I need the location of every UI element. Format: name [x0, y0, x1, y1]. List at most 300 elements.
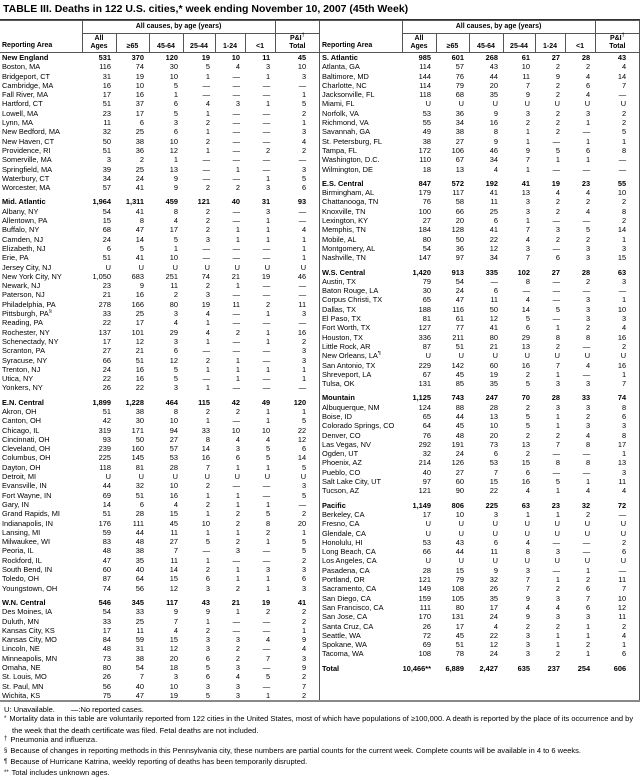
value-cell: 21: [231, 271, 240, 281]
value-cell: 2: [585, 509, 591, 519]
value-cell: 53: [422, 108, 431, 118]
value-cell: —: [232, 616, 240, 626]
value-cell: 5: [525, 379, 530, 389]
value-cell: 7: [173, 616, 178, 626]
value-cell: 6: [173, 99, 178, 109]
reporting-area-cell: Allentown, PA: [2, 216, 48, 226]
value-cell: 5: [173, 80, 178, 90]
value-cell: 247: [485, 393, 498, 403]
reporting-area-cell: Akron, OH: [2, 406, 37, 416]
value-cell: 13: [521, 188, 530, 198]
value-cell: 1: [205, 490, 210, 500]
reporting-area-cell: Ogden, UT: [322, 449, 359, 459]
value-cell: 7: [525, 225, 530, 235]
value-cell: 69: [422, 640, 431, 650]
value-cell: 2,427: [479, 663, 498, 673]
value-cell: 22: [102, 318, 111, 328]
table-row: [0, 192, 319, 206]
reporting-area-cell: Glendale, CA: [322, 528, 366, 538]
footnotes: [0, 702, 640, 779]
value-cell: 11: [232, 299, 240, 309]
value-cell: 4: [173, 499, 178, 509]
value-cell: —: [202, 546, 210, 556]
value-cell: 75: [102, 690, 111, 700]
value-cell: 1: [265, 309, 271, 319]
value-cell: 56: [102, 681, 111, 691]
value-cell: 48: [102, 644, 111, 654]
value-cell: 2: [525, 430, 530, 440]
value-cell: 15: [169, 574, 178, 584]
reporting-area-cell: Detroit, MI: [2, 472, 37, 482]
value-cell: 10: [169, 71, 178, 81]
value-cell: —: [232, 625, 240, 635]
value-cell: 131: [451, 612, 464, 622]
value-cell: 9: [525, 612, 530, 622]
value-cell: 170: [418, 612, 431, 622]
value-cell: 2: [205, 406, 210, 416]
value-cell: 90: [455, 486, 464, 496]
value-cell: 36: [455, 243, 464, 253]
value-cell: 1: [235, 234, 240, 244]
reporting-area-cell: Shreveport, LA: [322, 369, 372, 379]
value-cell: 1: [265, 71, 271, 81]
value-cell: 5: [265, 509, 271, 519]
value-cell: 2: [301, 555, 307, 565]
value-cell: U: [584, 351, 591, 361]
value-cell: 27: [102, 346, 111, 356]
table-row: [0, 509, 319, 518]
value-cell: 2: [205, 499, 210, 509]
value-cell: 1,899: [92, 397, 111, 407]
table-row: [0, 672, 319, 681]
value-cell: 15: [617, 253, 627, 263]
value-cell: 4: [205, 309, 210, 319]
value-cell: 1: [235, 281, 240, 291]
value-cell: 188: [418, 304, 431, 314]
value-cell: 1: [235, 355, 240, 365]
value-cell: 3: [235, 690, 240, 700]
value-cell: 97: [455, 253, 464, 263]
value-cell: 1: [235, 499, 240, 509]
table-row: [0, 383, 319, 392]
value-cell: 149: [418, 584, 431, 594]
value-cell: 1: [205, 145, 210, 155]
value-cell: U: [584, 528, 591, 538]
value-cell: 80: [422, 234, 431, 244]
value-cell: 33: [201, 425, 210, 435]
value-cell: —: [232, 481, 240, 491]
value-cell: 1: [555, 155, 560, 165]
value-cell: 24: [489, 612, 498, 622]
reporting-area-cell: San Diego, CA: [322, 593, 371, 603]
value-cell: —: [232, 173, 240, 183]
value-cell: 105: [451, 593, 464, 603]
value-cell: —: [552, 216, 560, 226]
value-cell: U: [620, 99, 627, 109]
value-cell: —: [262, 625, 271, 635]
value-cell: 1,149: [412, 500, 431, 510]
value-cell: 24: [455, 286, 464, 296]
value-cell: 48: [102, 546, 111, 556]
value-cell: 4: [235, 672, 240, 682]
value-cell: 9: [173, 183, 178, 193]
value-cell: 2: [525, 621, 530, 631]
value-cell: 1: [555, 411, 560, 421]
footnote-marker: §: [4, 747, 8, 754]
table-row: [0, 235, 319, 244]
value-cell: 3: [106, 155, 111, 165]
value-cell: 1: [265, 499, 271, 509]
value-cell: 21: [135, 346, 144, 356]
value-cell: 2: [621, 197, 627, 207]
value-cell: 53: [422, 537, 431, 547]
value-cell: 6: [585, 145, 591, 155]
table-row: [320, 370, 639, 379]
value-cell: 160: [131, 444, 144, 454]
table-row: [0, 109, 319, 118]
value-cell: 159: [418, 593, 431, 603]
value-cell: 13: [455, 164, 464, 174]
value-cell: 57: [455, 62, 464, 72]
value-cell: 55: [422, 118, 431, 128]
value-cell: 847: [418, 178, 431, 188]
value-cell: 1: [235, 607, 240, 617]
value-cell: 25: [135, 127, 144, 137]
value-cell: —: [552, 164, 560, 174]
value-cell: 61: [455, 314, 464, 324]
value-cell: 5: [173, 234, 178, 244]
value-cell: 1: [555, 630, 560, 640]
value-cell: 6: [585, 584, 591, 594]
value-cell: 913: [451, 267, 464, 277]
reporting-area-cell: Utica, NY: [2, 374, 34, 384]
value-cell: 36: [135, 145, 144, 155]
value-cell: —: [552, 467, 560, 477]
value-cell: 6: [205, 653, 210, 663]
value-cell: 68: [455, 90, 464, 100]
value-cell: 97: [422, 477, 431, 487]
value-cell: 20: [489, 80, 498, 90]
value-cell: U: [524, 351, 530, 361]
table-row: [320, 486, 639, 495]
value-cell: 319: [98, 425, 111, 435]
value-cell: 20: [455, 216, 464, 226]
value-cell: 72: [422, 630, 431, 640]
table-row: [0, 137, 319, 146]
value-cell: —: [552, 295, 560, 305]
value-cell: 1: [265, 327, 271, 337]
value-cell: 601: [451, 53, 464, 62]
value-cell: 108: [451, 584, 464, 594]
legend-no-cases: —:No reported cases.: [70, 705, 144, 715]
table-body-left: [0, 53, 319, 701]
value-cell: 1: [585, 621, 591, 631]
value-cell: 1: [555, 369, 560, 379]
footnote-item: ¶ Because of Hurricane Katrina, weekly reporting of deaths has been temporarily disrupted.: [4, 757, 308, 767]
table-row: [320, 659, 639, 673]
value-cell: —: [262, 481, 271, 491]
value-cell: 2: [301, 690, 307, 700]
value-cell: 10: [169, 681, 178, 691]
value-cell: 5: [265, 444, 271, 454]
value-cell: 16: [297, 327, 307, 337]
value-cell: 14: [169, 565, 178, 575]
value-cell: 83: [102, 537, 111, 547]
value-cell: 41: [297, 597, 307, 607]
value-cell: 80: [102, 663, 111, 672]
value-cell: 239: [98, 444, 111, 454]
reporting-area-cell: Denver, CO: [322, 430, 361, 440]
table-row: [0, 281, 319, 290]
value-cell: 2: [139, 155, 144, 165]
value-cell: 1: [555, 421, 560, 431]
reporting-area-cell: Los Angeles, CA: [322, 556, 377, 566]
value-cell: 38: [135, 653, 144, 663]
value-cell: 3: [301, 127, 307, 137]
value-cell: 11: [490, 295, 498, 305]
value-cell: —: [582, 537, 591, 547]
reporting-area-cell: Paterson, NJ: [2, 290, 45, 300]
reporting-area-cell: Portland, OR: [322, 575, 365, 585]
reporting-area-cell: Fresno, CA: [322, 519, 360, 529]
value-cell: 3: [525, 649, 530, 659]
value-cell: 20: [297, 518, 307, 528]
value-cell: 1: [555, 486, 560, 496]
reporting-area-cell: Mid. Atlantic: [2, 197, 46, 207]
reporting-area-cell: Jacksonville, FL: [322, 90, 375, 100]
reporting-area-cell: Long Beach, CA: [322, 547, 376, 557]
value-cell: 8: [205, 434, 210, 444]
value-cell: 120: [165, 53, 178, 62]
value-cell: 251: [165, 271, 178, 281]
value-cell: 1: [525, 216, 530, 226]
value-cell: 24: [135, 173, 144, 183]
footnote-marker: **: [4, 769, 9, 776]
value-cell: 1: [235, 565, 240, 575]
value-cell: —: [262, 155, 271, 165]
value-cell: U: [492, 351, 498, 361]
table-row: [320, 342, 639, 351]
value-cell: 2: [205, 625, 210, 635]
value-cell: 2: [235, 653, 240, 663]
value-cell: U: [204, 262, 210, 272]
value-cell: 47: [455, 295, 464, 305]
value-cell: 19: [261, 597, 271, 607]
value-cell: 10: [135, 80, 144, 90]
value-cell: 4: [585, 71, 591, 81]
value-cell: 116: [452, 304, 464, 314]
reporting-area-cell: Tucson, AZ: [322, 486, 360, 496]
value-cell: 33: [581, 393, 591, 403]
value-cell: 1: [301, 253, 307, 263]
value-cell: 9: [555, 71, 560, 81]
value-cell: 11: [618, 575, 627, 585]
value-cell: 2: [621, 341, 627, 351]
value-cell: 22: [489, 630, 498, 640]
value-cell: 3: [205, 234, 210, 244]
value-cell: —: [298, 499, 307, 509]
value-cell: 42: [231, 397, 240, 407]
value-cell: 19: [201, 299, 210, 309]
value-cell: 30: [169, 62, 178, 72]
value-cell: —: [262, 346, 271, 356]
value-cell: 3: [173, 672, 178, 682]
value-cell: 16: [489, 118, 498, 128]
value-cell: 531: [98, 53, 111, 62]
value-cell: U: [425, 528, 431, 538]
value-cell: 4: [525, 234, 530, 244]
value-cell: —: [262, 290, 271, 300]
value-cell: 1,228: [125, 397, 144, 407]
reporting-area-cell: Providence, RI: [2, 145, 51, 155]
value-cell: 5: [301, 490, 307, 500]
value-cell: 3: [301, 481, 307, 491]
table-row: [0, 453, 319, 462]
value-cell: 2: [235, 537, 240, 547]
value-cell: 2: [555, 108, 560, 118]
value-cell: —: [298, 290, 307, 300]
value-cell: U: [300, 262, 307, 272]
value-cell: 12: [617, 602, 627, 612]
table-row: [0, 225, 319, 234]
table-row: [0, 500, 319, 509]
value-cell: 1: [621, 136, 627, 146]
reporting-area-cell: Wilmington, DE: [322, 164, 373, 174]
value-cell: 278: [98, 299, 111, 309]
value-cell: 192: [485, 178, 498, 188]
value-cell: —: [232, 145, 240, 155]
value-cell: 7: [301, 681, 307, 691]
value-cell: 3: [205, 681, 210, 691]
reporting-area-cell: Seattle, WA: [322, 630, 361, 640]
value-cell: 4: [525, 602, 530, 612]
value-cell: 3: [265, 565, 271, 575]
value-cell: 16: [169, 490, 178, 500]
reporting-area-cell: Baton Rouge, LA: [322, 286, 379, 296]
value-cell: 1: [265, 99, 271, 109]
value-cell: 42: [102, 416, 111, 426]
value-cell: 5: [205, 690, 210, 700]
table-row: [0, 635, 319, 644]
value-cell: 1: [301, 90, 307, 100]
value-cell: 3: [301, 355, 307, 365]
value-cell: 51: [102, 145, 111, 155]
reporting-area-cell: St. Paul, MN: [2, 681, 44, 691]
value-cell: 7: [555, 439, 560, 449]
value-cell: 2: [205, 118, 210, 128]
value-cell: —: [262, 136, 271, 146]
value-cell: 60: [489, 360, 498, 370]
reporting-area-cell: Gary, IN: [2, 499, 29, 509]
value-cell: 7: [555, 360, 560, 370]
value-cell: 3: [585, 421, 591, 431]
value-cell: 6: [301, 444, 307, 454]
value-cell: U: [172, 262, 178, 272]
value-cell: 41: [489, 188, 498, 198]
table-row: [320, 99, 639, 108]
value-cell: 73: [489, 439, 498, 449]
reporting-area-cell: Grand Rapids, MI: [2, 509, 60, 519]
value-cell: 2: [555, 341, 560, 351]
value-cell: 10: [489, 421, 498, 431]
value-cell: 4: [301, 225, 307, 235]
value-cell: 3: [265, 183, 271, 193]
value-cell: 1: [265, 574, 271, 584]
value-cell: 3: [235, 635, 240, 645]
value-cell: 79: [455, 80, 464, 90]
value-cell: 6: [205, 574, 210, 584]
value-cell: —: [552, 276, 560, 286]
value-cell: 4: [173, 216, 178, 226]
value-cell: —: [262, 374, 271, 384]
table-row: [0, 263, 319, 272]
table-row: [0, 472, 319, 481]
page-title: TABLE III. Deaths in 122 U.S. cities,* week ending November 10, 2007 (45th Week): [3, 3, 409, 15]
reporting-area-cell: Fall River, MA: [2, 90, 48, 100]
value-cell: 131: [418, 379, 431, 389]
value-cell: —: [232, 155, 240, 165]
reporting-area-cell: S. Atlantic: [322, 53, 358, 62]
value-cell: 59: [102, 527, 111, 537]
value-cell: 13: [489, 411, 498, 421]
value-cell: 7: [525, 575, 530, 585]
value-cell: 1: [205, 364, 210, 374]
value-cell: 2: [301, 509, 307, 519]
value-cell: 7: [525, 584, 530, 594]
value-cell: —: [262, 616, 271, 626]
value-cell: 1: [265, 234, 271, 244]
table-row: [0, 81, 319, 90]
value-cell: 8: [585, 332, 591, 342]
value-cell: 176: [98, 518, 111, 528]
table-row: [0, 90, 319, 99]
value-cell: 121: [418, 486, 431, 496]
reporting-area-cell: Elizabeth, NJ: [2, 243, 46, 253]
value-cell: 3: [235, 663, 240, 672]
value-cell: 7: [139, 672, 144, 682]
col-header-pi-spacer: [595, 21, 639, 34]
table-row: [320, 62, 639, 71]
value-cell: —: [262, 243, 271, 253]
table-row: [320, 477, 639, 486]
reporting-area-cell: Omaha, NE: [2, 663, 41, 672]
table-row: [0, 244, 319, 253]
value-cell: 10: [617, 593, 627, 603]
value-cell: 546: [98, 597, 111, 607]
value-cell: 166: [131, 299, 144, 309]
value-cell: 5: [555, 145, 560, 155]
value-cell: 2: [205, 481, 210, 491]
col-header-pi-total: P&I† Total: [275, 34, 319, 53]
value-cell: 6: [235, 453, 240, 463]
value-cell: 2: [585, 640, 591, 650]
value-cell: 21: [102, 290, 111, 300]
reporting-area-cell: Memphis, TN: [322, 225, 366, 235]
value-cell: 5: [173, 374, 178, 384]
value-cell: 6: [493, 216, 498, 226]
value-cell: 32: [489, 575, 498, 585]
value-cell: 1: [265, 225, 271, 235]
value-cell: 10: [231, 53, 240, 62]
value-cell: 8: [621, 402, 627, 412]
value-cell: 19: [201, 53, 210, 62]
value-cell: 12: [135, 336, 144, 346]
value-cell: 51: [102, 406, 111, 416]
value-cell: —: [618, 90, 627, 100]
col-header-reporting-area: Reporting Area: [320, 21, 402, 53]
col-header-1-24: 1-24: [215, 34, 245, 53]
value-cell: —: [552, 243, 560, 253]
